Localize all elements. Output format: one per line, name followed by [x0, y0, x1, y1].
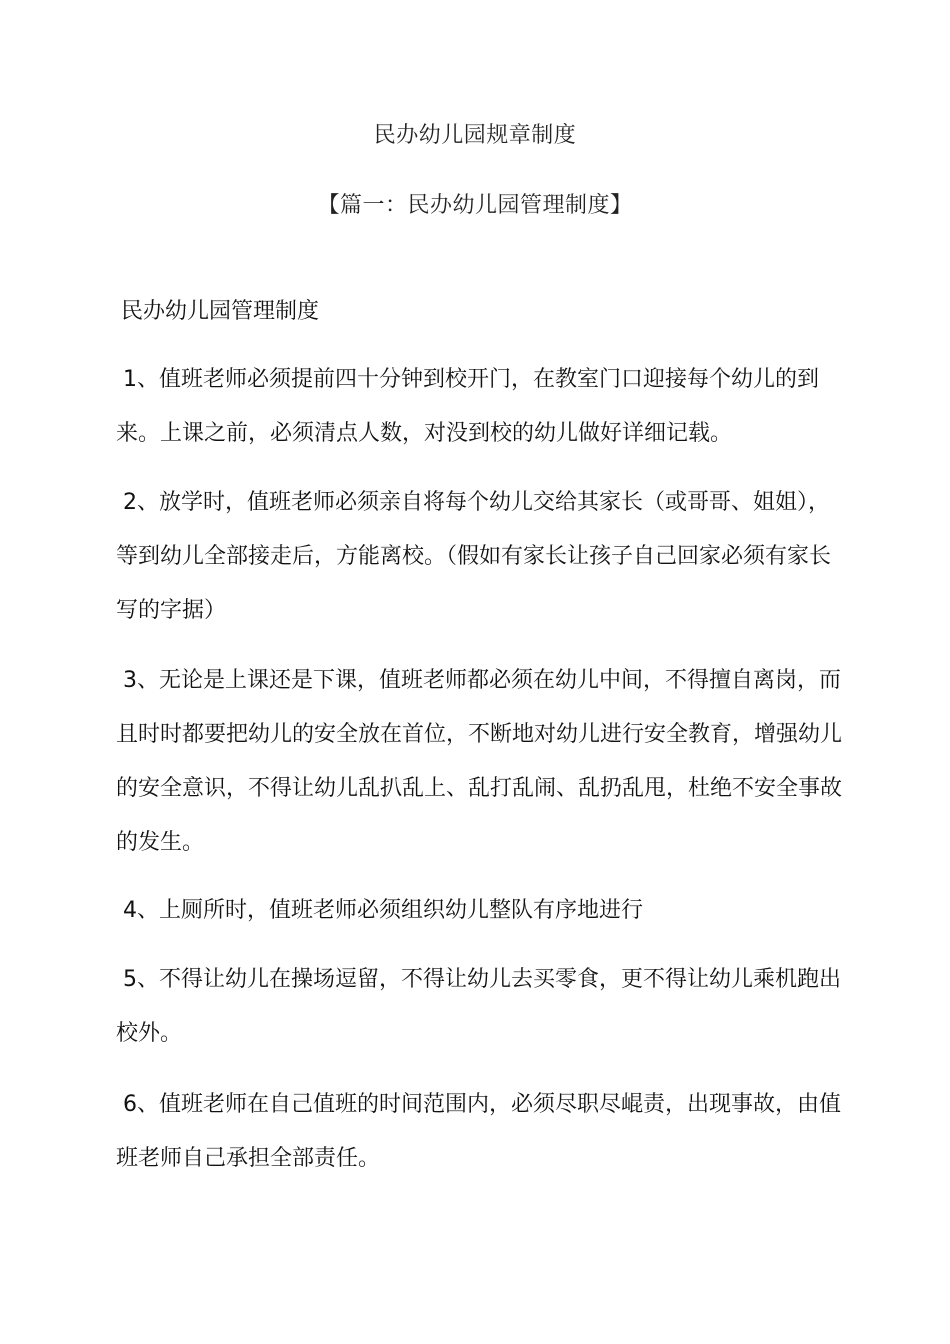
- paragraph-3: 3、无论是上课还是下课，值班老师都必须在幼儿中间，不得擅自离岗，而且时时都要把幼儿的安全放在首位，不断地对幼儿进行安全教育，增强幼儿的安全意识，不得让幼儿乱扒乱上、乱打乱闹、乱扔乱甩，杜绝不安全事故的发生。: [116, 668, 843, 855]
- document-subtitle: 【篇一：民办幼儿园管理制度】: [317, 193, 633, 218]
- paragraph-6: 6、值班老师在自己值班的时间范围内，必须尽职尽崐责，出现事故，由值班老师自己承担全部责任。: [116, 1092, 841, 1171]
- section-heading: 民办幼儿园管理制度: [121, 299, 320, 324]
- paragraph-4: 4、上厕所时，值班老师必须组织幼儿整队有序地进行: [116, 898, 643, 923]
- document-title: 民办幼儿园规章制度: [373, 123, 577, 148]
- paragraph-1: 1、值班老师必须提前四十分钟到校开门，在教室门口迎接每个幼儿的到来。上课之前，必须清点人数，对没到校的幼儿做好详细记载。: [116, 367, 819, 446]
- paragraph-5: 5、不得让幼儿在操场逗留，不得让幼儿去买零食，更不得让幼儿乘机跑出校外。: [116, 967, 841, 1046]
- paragraph-2: 2、放学时，值班老师必须亲自将每个幼儿交给其家长（或哥哥、姐姐），等到幼儿全部接走后，方能离校。（假如有家长让孩子自己回家必须有家长写的字据）: [116, 490, 832, 623]
